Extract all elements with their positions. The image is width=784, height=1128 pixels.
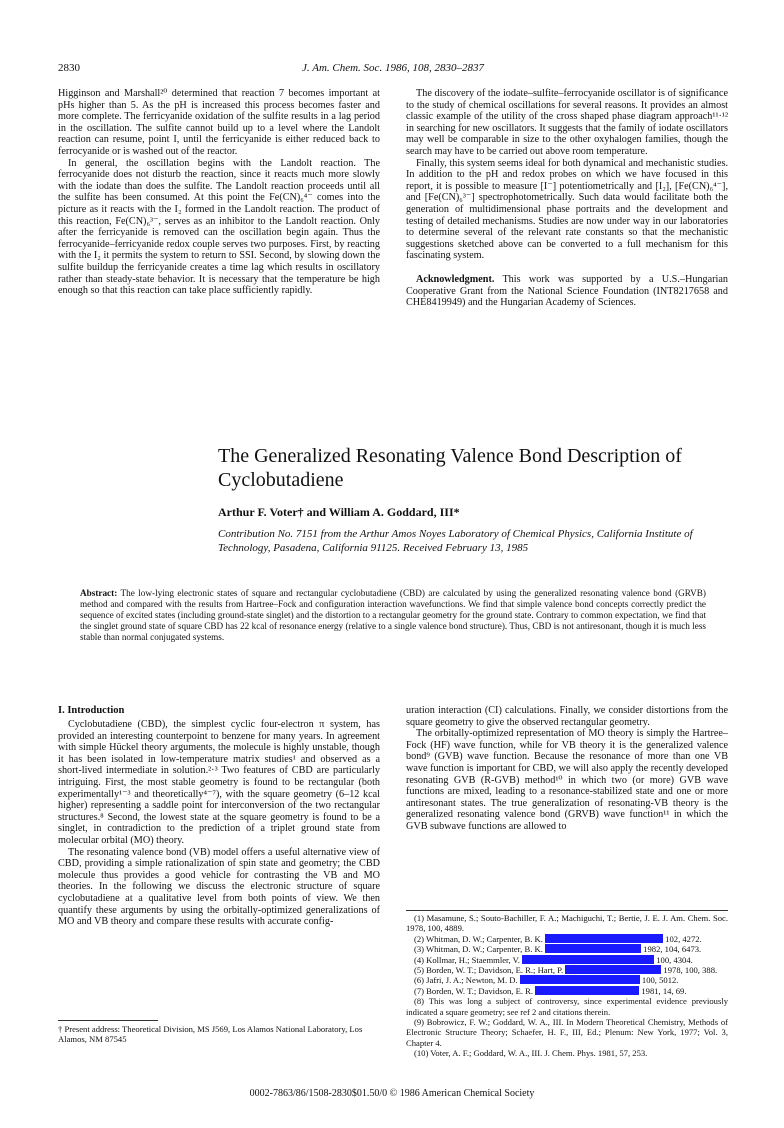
prev-article-right-column [406,88,728,309]
redaction-block [520,975,640,984]
author-footnote [58,1020,380,1045]
paragraph: In general, the oscillation begins with the Landolt reaction. The ferrocyanide does not disturb the reaction, since it reacts much more slowly with the iodate than does the sulfite. The Landolt reaction proceeds until all the sulfite has been consumed. At this point the Fe(CN)₆⁴⁻ comes into the picture as it reacts with the I₂ formed in the Landolt reaction. The product of this reaction, Fe(CN)₆³⁻, serves as an inhibitor to the Landolt reaction. Only after the ferricyanide is removed can the oscillation begin again. Thus the ferrocyanide–ferricyanide redox couple serves two purposes. First, by reacting with the I₂ it permits the system to return to SSI. Second, by slowing down the sulfite buildup the ferricyanide creates a time lag which results in oscillatory rather than steady-state behavior. It is necessary that the temperature be high enough so that this reaction can take place sufficiently rapidly. [58,157,380,297]
abstract [80,588,706,643]
reference-item: (5) Borden, W. T.; Davidson, E. R.; Hart, P. 1978, 100, 388. [414,965,718,976]
paragraph: The orbitally-optimized representation of MO theory is simply the Hartree–Fock (HF) wave function, while for VB theory it is the generalized valence bond⁹ (GVB) wave function. Because the resonance of more than one VB wave function is important for CBD, we will also apply the recently developed resonating GVB (R-GVB) method¹⁰ in which two (or more) GVB wave functions are mixed, leading to a resonance-stabilized state and one or more antiresonant states. The true generalization of resonating-VB theory is the generalized resonating valence bond (GRVB) wave function¹¹ in which the GVB subwave functions are allowed to [406,728,728,832]
reference-item: (1) Masamune, S.; Souto-Bachiller, F. A.; Machiguchi, T.; Bertie, J. E. J. Am. Chem. Soc. 1978, 100, 4889. [406,913,728,934]
acknowledgment-text: This work was supported by a U.S.–Hungarian Cooperative Grant from the National Science Foundation (INT8217658 and CHE8419949) and the Hungarian Academy of Sciences. [406,273,728,309]
divider [406,910,728,911]
reference-item: (4) Kollmar, H.; Staemmler, V. 100, 4304. [414,954,693,965]
paragraph: Cyclobutadiene (CBD), the simplest cyclic four-electron π system, has provided an interesting counterpoint to benzene for many years. In agreement with simple Hückel theory arguments, the molecule is highly unstable, though it has been isolated in low-temperature matrix studies¹ and observed as a short-lived intermediate in solution.²·³ Two features of CBD are particularly intriguing. First, the most stable geometry is found to be rectangular (both experimentally¹⁻³ and theoretically⁴⁻⁷), with the square geometry (6–12 kcal higher) representing a saddle point for interconversion of the two rectangular structures.⁸ Second, the lowest state at the square geometry is found to be a singlet, in contradiction to the prediction of a triplet ground state from molecular orbital (MO) theory. [58,719,380,846]
reference-item: (10) Voter, A. F.; Goddard, W. A., III. J. Chem. Phys. 1981, 57, 253. [414,1048,648,1059]
abstract-label: Abstract: [80,588,118,598]
paragraph: uration interaction (CI) calculations. Finally, we consider distortions from the square geometry to give the observed rectangular geometry. [406,705,728,728]
journal-citation: J. Am. Chem. Soc. 1986, 108, 2830–2837 [302,62,484,74]
redaction-block [535,986,639,995]
reference-item: (2) Whitman, D. W.; Carpenter, B. K. 102, 4272. [414,933,702,944]
divider [58,1020,158,1021]
article-affiliation: Contribution No. 7151 from the Arthur Amos Noyes Laboratory of Chemical Physics, California Institute of Technology, Pasadena, California 91125. Received February 13, 1985 [218,528,693,554]
reference-item: (9) Bobrowicz, F. W.; Goddard, W. A., III. In Modern Theoretical Chemistry, Methods of Electronic Structure Theory; Schaefer, H. F., III, Ed.; Plenum: New York, 1977; Vol. 3, Chapter 4. [406,1017,728,1048]
article-title: The Generalized Resonating Valence Bond Description of Cyclobutadiene [218,445,682,491]
reference-item: (3) Whitman, D. W.; Carpenter, B. K. 1982, 104, 6473. [414,944,702,955]
prev-article-left-column [58,88,380,297]
intro-left-column [58,719,380,928]
references [406,910,728,1059]
article-authors: Arthur F. Voter† and William A. Goddard, III* [218,505,460,519]
redaction-block [545,934,663,943]
intro-right-column [406,705,728,833]
paragraph: The resonating valence bond (VB) model offers a useful alternative view of CBD, providing a simple rationalization of spin state and geometry; the CBD molecule thus provides a good vehicle for contrasting the VB and MO theories. In the following we discuss the electronic structure of square cyclobutadiene at a qualitative level from both points of view. We then quantify these arguments by using the orbitally-optimized generalizations of MO and VB theory and compare these results with accurate config- [58,846,380,928]
copyright-line: 0002-7863/86/1508-2830$01.50/0 © 1986 American Chemical Society [249,1088,535,1099]
reference-item: (8) This was long a subject of controversy, since experimental evidence previously indicated a square geometry; see ref 2 and citations therein. [406,996,728,1017]
redaction-block [565,965,661,974]
abstract-text: The low-lying electronic states of square and rectangular cyclobutadiene (CBD) are calculated by using the generalized resonating valence bond (GRVB) method and compared with the results from Hartree–Fock and configuration interaction wavefunctions. We find that simple valence bond concepts correctly predict the sequence of excited states (including ground-state singlet) and the distortion to a rectangular geometry for the ground state. Contrary to common expectation, we find that the singlet ground state of square CBD has 22 kcal of resonance energy (relative to a single valence bond structure). Thus, CBD is not antiresonant, though it is much less stable than normal conjugated systems. [80,588,706,642]
redaction-block [545,944,641,953]
footnote-text: † Present address: Theoretical Division, MS J569, Los Alamos National Laboratory, Los Alamos, NM 87545 [58,1024,363,1045]
page-number: 2830 [58,62,80,74]
reference-item: (7) Borden, W. T.; Davidson, E. R. 1981, 14, 69. [414,985,687,996]
paragraph: Higginson and Marshall²⁰ determined that reaction 7 becomes important at pHs higher than 5. As the pH is increased this process becomes faster and more complete. The ferricyanide oxidation of the sulfite results in a lag period in the oscillation. The sulfite cannot build up to a level where the Landolt reaction can resume, point I, until the ferricyanide is either reduced back to ferrocyanide or is washed out of the reactor. [58,88,380,157]
acknowledgment [406,274,728,309]
redaction-block [522,955,654,964]
section-heading: I. Introduction [58,705,125,716]
acknowledgment-label: Acknowledgment. [416,273,495,285]
reference-item: (6) Jafri, J. A.; Newton, M. D. 100, 5012. [414,975,679,986]
paragraph: Finally, this system seems ideal for both dynamical and mechanistic studies. In addition to the pH and redox probes on which we have focused in this report, it is possible to measure [I⁻] potentiometrically and [I₂], [Fe(CN)₆⁴⁻], and [Fe(CN)₆³⁻] spectrophotometrically. Such data would facilitate both the generation of multidimensional phase portraits and the development and testing of detailed mechanisms. Studies are now under way in our laboratories to determine several of the relevant rate constants so that the mechanistic suggestions sketched above can be converted to a full mechanism for this fascinating system. [406,157,728,262]
paragraph: The discovery of the iodate–sulfite–ferrocyanide oscillator is of significance to the study of chemical oscillations for several reasons. It provides an almost classic example of the utility of the cross shaped phase diagram approach¹¹·¹² in searching for new oscillators. It suggests that the family of iodate oscillators may well be comparable in size to the other oxyhalogen families, though the search may have to be carried out above room temperature. [406,88,728,157]
